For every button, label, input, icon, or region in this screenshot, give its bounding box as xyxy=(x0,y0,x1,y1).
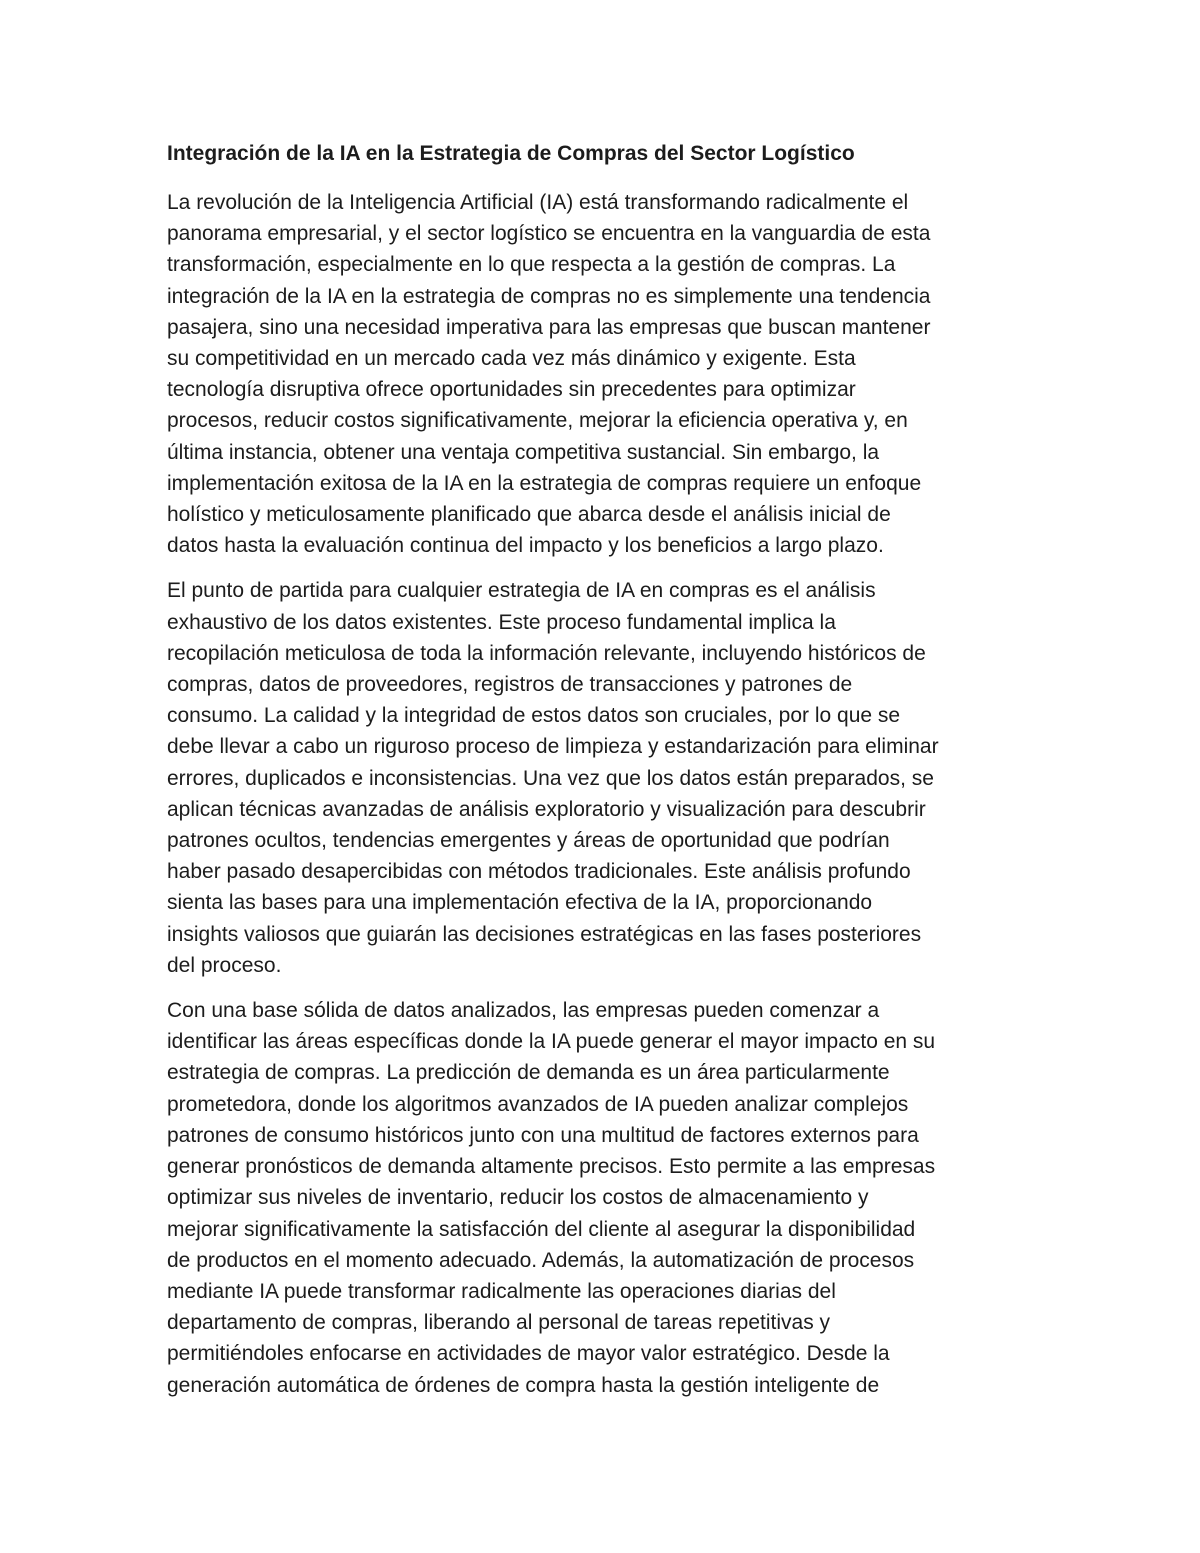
paragraph xyxy=(167,187,1037,561)
document-title: Integración de la IA en la Estrategia de Compras del Sector Logístico xyxy=(167,142,855,165)
paragraph-line: tecnología disruptiva ofrece oportunidades sin precedentes para optimizar xyxy=(167,378,856,402)
paragraph-line: identificar las áreas específicas donde la IA puede generar el mayor impacto en su xyxy=(167,1030,936,1054)
paragraph-line: El punto de partida para cualquier estrategia de IA en compras es el análisis xyxy=(167,579,876,603)
paragraph-line: compras, datos de proveedores, registros de transacciones y patrones de xyxy=(167,673,853,697)
paragraph-list xyxy=(167,187,1037,1401)
paragraph-line: departamento de compras, liberando al personal de tareas repetitivas y xyxy=(167,1311,831,1335)
paragraph-line: del proceso. xyxy=(167,953,282,977)
paragraph-line: implementación exitosa de la IA en la estrategia de compras requiere un enfoque xyxy=(167,471,922,495)
paragraph-line: errores, duplicados e inconsistencias. Una vez que los datos están preparados, se xyxy=(167,766,934,790)
paragraph-line: prometedora, donde los algoritmos avanzados de IA pueden analizar complejos xyxy=(167,1092,909,1116)
paragraph-line: datos hasta la evaluación continua del impacto y los beneficios a largo plazo. xyxy=(167,534,884,558)
paragraph-line: procesos, reducir costos significativamente, mejorar la eficiencia operativa y, en xyxy=(167,409,908,433)
paragraph-line: generar pronósticos de demanda altamente precisos. Esto permite a las empresas xyxy=(167,1155,936,1179)
paragraph-line: última instancia, obtener una ventaja competitiva sustancial. Sin embargo, la xyxy=(167,440,880,464)
paragraph-line: exhaustivo de los datos existentes. Este proceso fundamental implica la xyxy=(167,610,836,634)
paragraph-line: holístico y meticulosamente planificado que abarca desde el análisis inicial de xyxy=(167,503,891,527)
paragraph-line: integración de la IA en la estrategia de compras no es simplemente una tendencia xyxy=(167,284,931,308)
paragraph-line: su competitividad en un mercado cada vez más dinámico y exigente. Esta xyxy=(167,347,856,371)
paragraph-line: de productos en el momento adecuado. Además, la automatización de procesos xyxy=(167,1248,915,1272)
paragraph-line: permitiéndoles enfocarse en actividades de mayor valor estratégico. Desde la xyxy=(167,1342,890,1366)
paragraph-line: mejorar significativamente la satisfacción del cliente al asegurar la disponibilidad xyxy=(167,1217,916,1241)
paragraph-line: debe llevar a cabo un riguroso proceso de limpieza y estandarización para eliminar xyxy=(167,735,939,759)
paragraph-line: insights valiosos que guiarán las decisiones estratégicas en las fases posteriores xyxy=(167,922,922,946)
paragraph-line: panorama empresarial, y el sector logístico se encuentra en la vanguardia de esta xyxy=(167,222,931,246)
paragraph-line: estrategia de compras. La predicción de demanda es un área particularmente xyxy=(167,1061,890,1085)
paragraph-line: consumo. La calidad y la integridad de estos datos son cruciales, por lo que se xyxy=(167,704,901,728)
paragraph-line: recopilación meticulosa de toda la información relevante, incluyendo históricos de xyxy=(167,641,926,665)
paragraph-line: La revolución de la Inteligencia Artificial (IA) está transformando radicalmente el xyxy=(167,191,909,214)
paragraph-line: mediante IA puede transformar radicalmente las operaciones diarias del xyxy=(167,1279,836,1303)
paragraph-line: Con una base sólida de datos analizados, las empresas pueden comenzar a xyxy=(167,999,880,1023)
paragraph-line: optimizar sus niveles de inventario, reducir los costos de almacenamiento y xyxy=(167,1186,869,1210)
document-body xyxy=(167,138,1037,1415)
paragraph-line: generación automática de órdenes de compra hasta la gestión inteligente de xyxy=(167,1373,880,1397)
paragraph-line: haber pasado desapercibidas con métodos tradicionales. Este análisis profundo xyxy=(167,860,911,884)
paragraph-line: patrones ocultos, tendencias emergentes y áreas de oportunidad que podrían xyxy=(167,829,890,853)
paragraph-line: patrones de consumo históricos junto con una multitud de factores externos para xyxy=(167,1123,919,1147)
paragraph-line: pasajera, sino una necesidad imperativa para las empresas que buscan mantener xyxy=(167,315,931,339)
paragraph-line: transformación, especialmente en lo que respecta a la gestión de compras. La xyxy=(167,253,896,277)
paragraph-line: aplican técnicas avanzadas de análisis exploratorio y visualización para descubrir xyxy=(167,797,926,821)
paragraph-line: sienta las bases para una implementación efectiva de la IA, proporcionando xyxy=(167,891,873,915)
paragraph xyxy=(167,575,1037,981)
paragraph xyxy=(167,995,1037,1401)
